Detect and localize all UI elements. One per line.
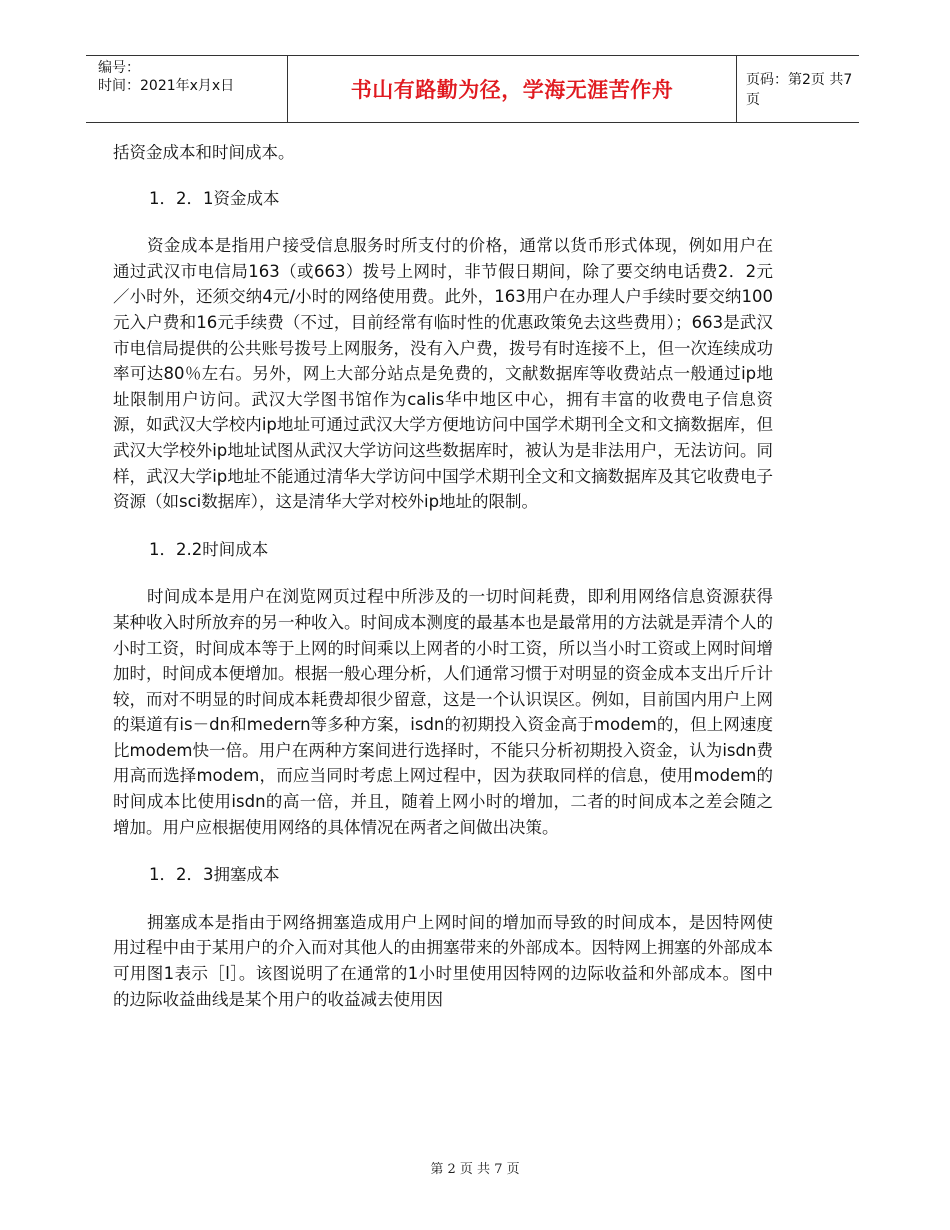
header-meta: [98, 56, 288, 125]
document-date-label: 时间：2021年x月x日: [98, 78, 235, 94]
paragraph-congestion-cost: 拥塞成本是指由于网络拥塞造成用户上网时间的增加而导致的时间成本，是因特网使用过程中由于某用户的介入而对其他人的由拥塞带来的外部成本。因特网上拥塞的外部成本可用图1表示［l］。该图说明了在通常的1小时里使用因特网的边际收益和外部成本。图中的边际收益曲线是某个用户的收益减去使用因: [113, 912, 773, 1009]
paragraph-time-cost: 时间成本是用户在浏览网页过程中所涉及的一切时间耗费，即利用网络信息资源获得某种收入时所放弃的另一种收入。时间成本测度的最基本也是最常用的方法就是弄清个人的小时工资，时间成本等于上网的时间乘以上网者的小时工资，所以当小时工资或上网时间增加时，时间成本便增加。根据一般心理分析，人们通常习惯于对明显的资金成本支出斤斤计较，而对不明显的时间成本耗费却很少留意，这是一个认识误区。例如，目前国内用户上网的渠道有is－dn和medern等多种方案，isdn的初期投入资金高于modem的，但上网速度比modem快一倍。用户在两种方案间进行选择时，不能只分析初期投入资金，认为isdn费用高而选择modem，而应当同时考虑上网过程中，因为获取同样的信息，使用modem的时间成本比使用isdn的高一倍，并且，随着上网小时的增加，二者的时间成本之差会随之增加。用户应根据使用网络的具体情况在两者之间做出决策。: [113, 587, 773, 837]
section-heading-capital-cost: 1．2．1资金成本: [149, 188, 280, 208]
document-body: [113, 140, 773, 1012]
section-heading-time-cost: 1．2.2时间成本: [149, 539, 269, 559]
paragraph-capital-cost: 资金成本是指用户接受信息服务时所支付的价格，通常以货币形式体现，例如用户在通过武汉市电信局163（或663）拨号上网时，非节假日期间，除了要交纳电话费2．2元／小时外，还须交纳4元/小时的网络使用费。此外，163用户在办理人户手续时要交纳100元入户费和16元手续费（不过，目前经常有临时性的优惠政策免去这些费用）；663是武汉市电信局提供的公共账号拨号上网服务，没有入户费，拨号有时连接不上，但一次连续成功率可达80％左右。另外，网上大部分站点是免费的，文献数据库等收费站点一般通过ip地址限制用户访问。武汉大学图书馆作为calis华中地区中心，拥有丰富的收费电子信息资源，如武汉大学校内ip地址可通过武汉大学方便地访问中国学术期刊全文和文摘数据库，但武汉大学校外ip地址试图从武汉大学访问这些数据库时，被认为是非法用户，无法访问。同样，武汉大学ip地址不能通过清华大学访问中国学术期刊全文和文摘数据库及其它收费电子资源（如sci数据库），这是清华大学对校外ip地址的限制。: [113, 236, 773, 512]
section-heading-congestion-cost: 1．2．3拥塞成本: [149, 865, 280, 885]
header-motto: 书山有路勤为径，学海无涯苦作舟: [287, 56, 737, 122]
page-footer: 第 2 页 共 7 页: [430, 1162, 520, 1177]
paragraph-continuation: 括资金成本和时间成本。: [113, 143, 295, 162]
header-page-indicator: 页码：第2页 共7页: [746, 72, 853, 108]
page-header: [86, 55, 859, 123]
document-number-label: 编号：: [98, 60, 140, 76]
